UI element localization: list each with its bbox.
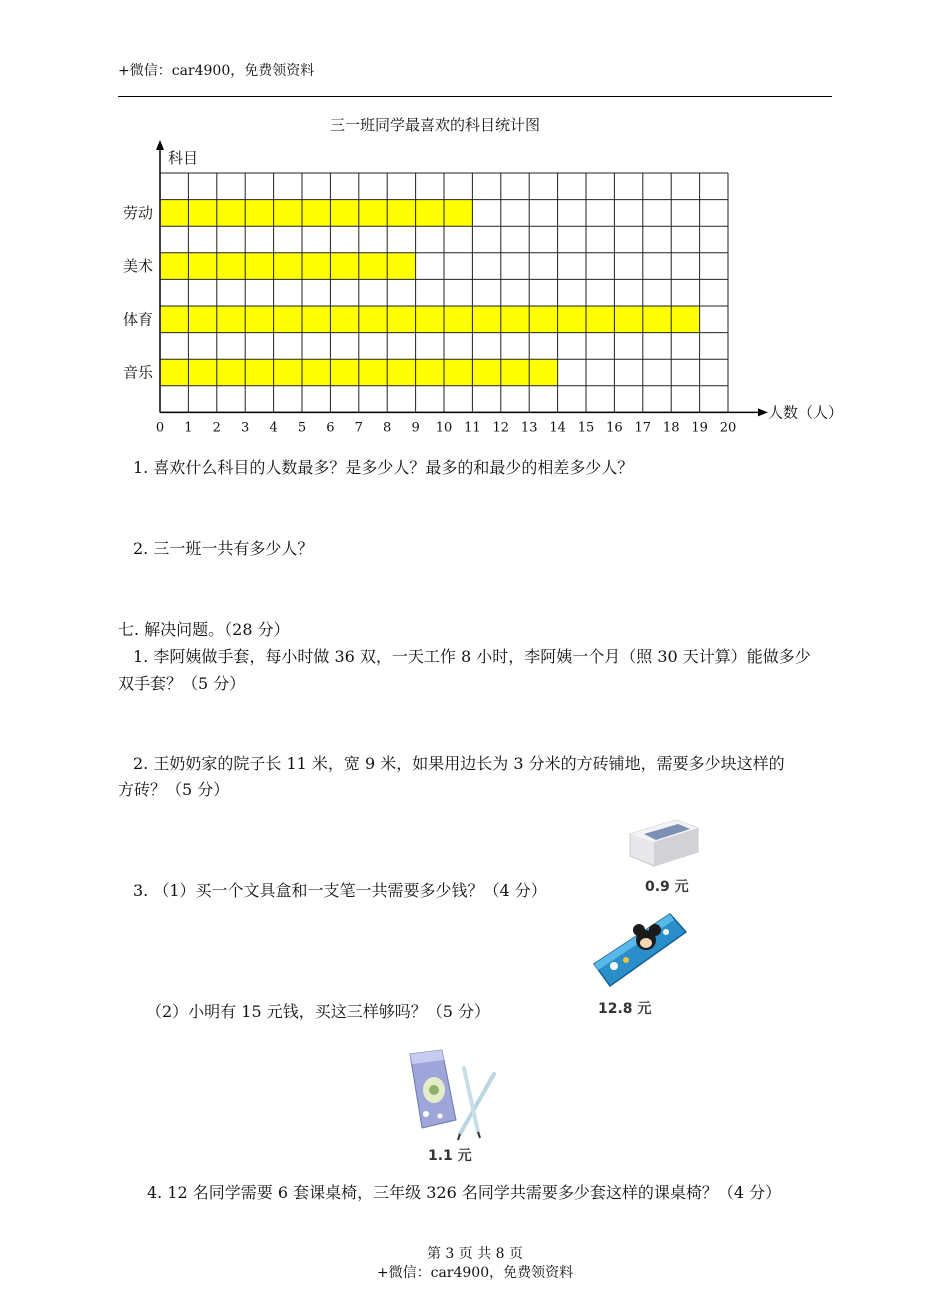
x-tick-label: 7 — [354, 420, 363, 436]
bar-2 — [160, 253, 416, 280]
section-7-heading: 七. 解决问题。（28 分） — [118, 620, 290, 639]
x-tick-label: 15 — [577, 420, 595, 436]
bar-3 — [160, 306, 700, 333]
bar-chart — [0, 0, 950, 440]
x-tick-label: 2 — [212, 420, 221, 436]
x-tick-label: 13 — [520, 420, 538, 436]
problem-1-line-2: 双手套？（5 分） — [118, 674, 246, 693]
x-tick-label: 4 — [269, 420, 278, 436]
y-axis-arrow — [156, 140, 164, 150]
footer-watermark: +微信：car4900，免费领资料 — [376, 1265, 574, 1281]
eraser-price: 0.9 元 — [645, 879, 689, 895]
page-number: 第 3 页 共 8 页 — [426, 1246, 524, 1262]
x-tick-label: 20 — [719, 420, 737, 436]
x-tick-label: 19 — [691, 420, 708, 436]
category-label-1: 劳动 — [122, 203, 153, 222]
x-tick-label: 0 — [155, 420, 165, 436]
eraser-image — [626, 812, 702, 870]
category-label-4: 音乐 — [122, 363, 153, 382]
x-tick-label: 1 — [184, 420, 193, 436]
problem-2-line-1: 2. 王奶奶家的院子长 11 米，宽 9 米，如果用边长为 3 分米的方砖铺地，需要多少块这样的 — [133, 754, 785, 773]
pen-price: 1.1 元 — [428, 1148, 472, 1164]
x-tick-label: 18 — [662, 420, 680, 436]
x-tick-label: 16 — [606, 420, 623, 436]
x-tick-label: 17 — [634, 420, 652, 436]
category-label-2: 美术 — [122, 257, 153, 276]
pencil-case-price: 12.8 元 — [598, 1001, 652, 1017]
x-tick-label: 12 — [492, 420, 510, 436]
x-tick-label: 10 — [435, 420, 453, 436]
problem-3-part-1: 3. （1）买一个文具盒和一支笔一共需要多少钱？（4 分） — [133, 881, 547, 900]
x-tick-label: 5 — [297, 420, 307, 436]
question-2: 2. 三一班一共有多少人？ — [133, 539, 314, 558]
problem-2-line-2: 方砖？（5 分） — [118, 780, 230, 799]
x-tick-label: 3 — [241, 420, 250, 436]
pen-image — [398, 1046, 502, 1142]
problem-4: 4. 12 名同学需要 6 套课桌椅，三年级 326 名同学共需要多少套这样的课桌椅？（4 分） — [147, 1183, 782, 1202]
x-tick-label: 9 — [411, 420, 420, 436]
x-tick-label: 6 — [326, 420, 335, 436]
category-label-3: 体育 — [122, 310, 153, 329]
question-1: 1. 喜欢什么科目的人数最多？是多少人？最多的和最少的相差多少人？ — [133, 458, 634, 477]
bar-1 — [160, 200, 472, 227]
problem-3-part-2: （2）小明有 15 元钱，买这三样够吗？（5 分） — [146, 1002, 490, 1021]
chart-title: 三一班同学最喜欢的科目统计图 — [330, 116, 541, 134]
x-tick-label: 8 — [383, 420, 392, 436]
x-tick-label: 11 — [464, 420, 481, 436]
y-axis-label: 科目 — [168, 149, 199, 167]
x-tick-label: 14 — [549, 420, 566, 436]
problem-1-line-1: 1. 李阿姨做手套，每小时做 36 双，一天工作 8 小时，李阿姨一个月（照 30 天计算）能做多少 — [133, 647, 811, 666]
x-axis-arrow — [758, 408, 768, 416]
header-watermark: +微信：car4900，免费领资料 — [118, 63, 315, 79]
x-axis-label: 人数（人） — [768, 403, 844, 422]
pencil-case-image — [586, 908, 690, 992]
